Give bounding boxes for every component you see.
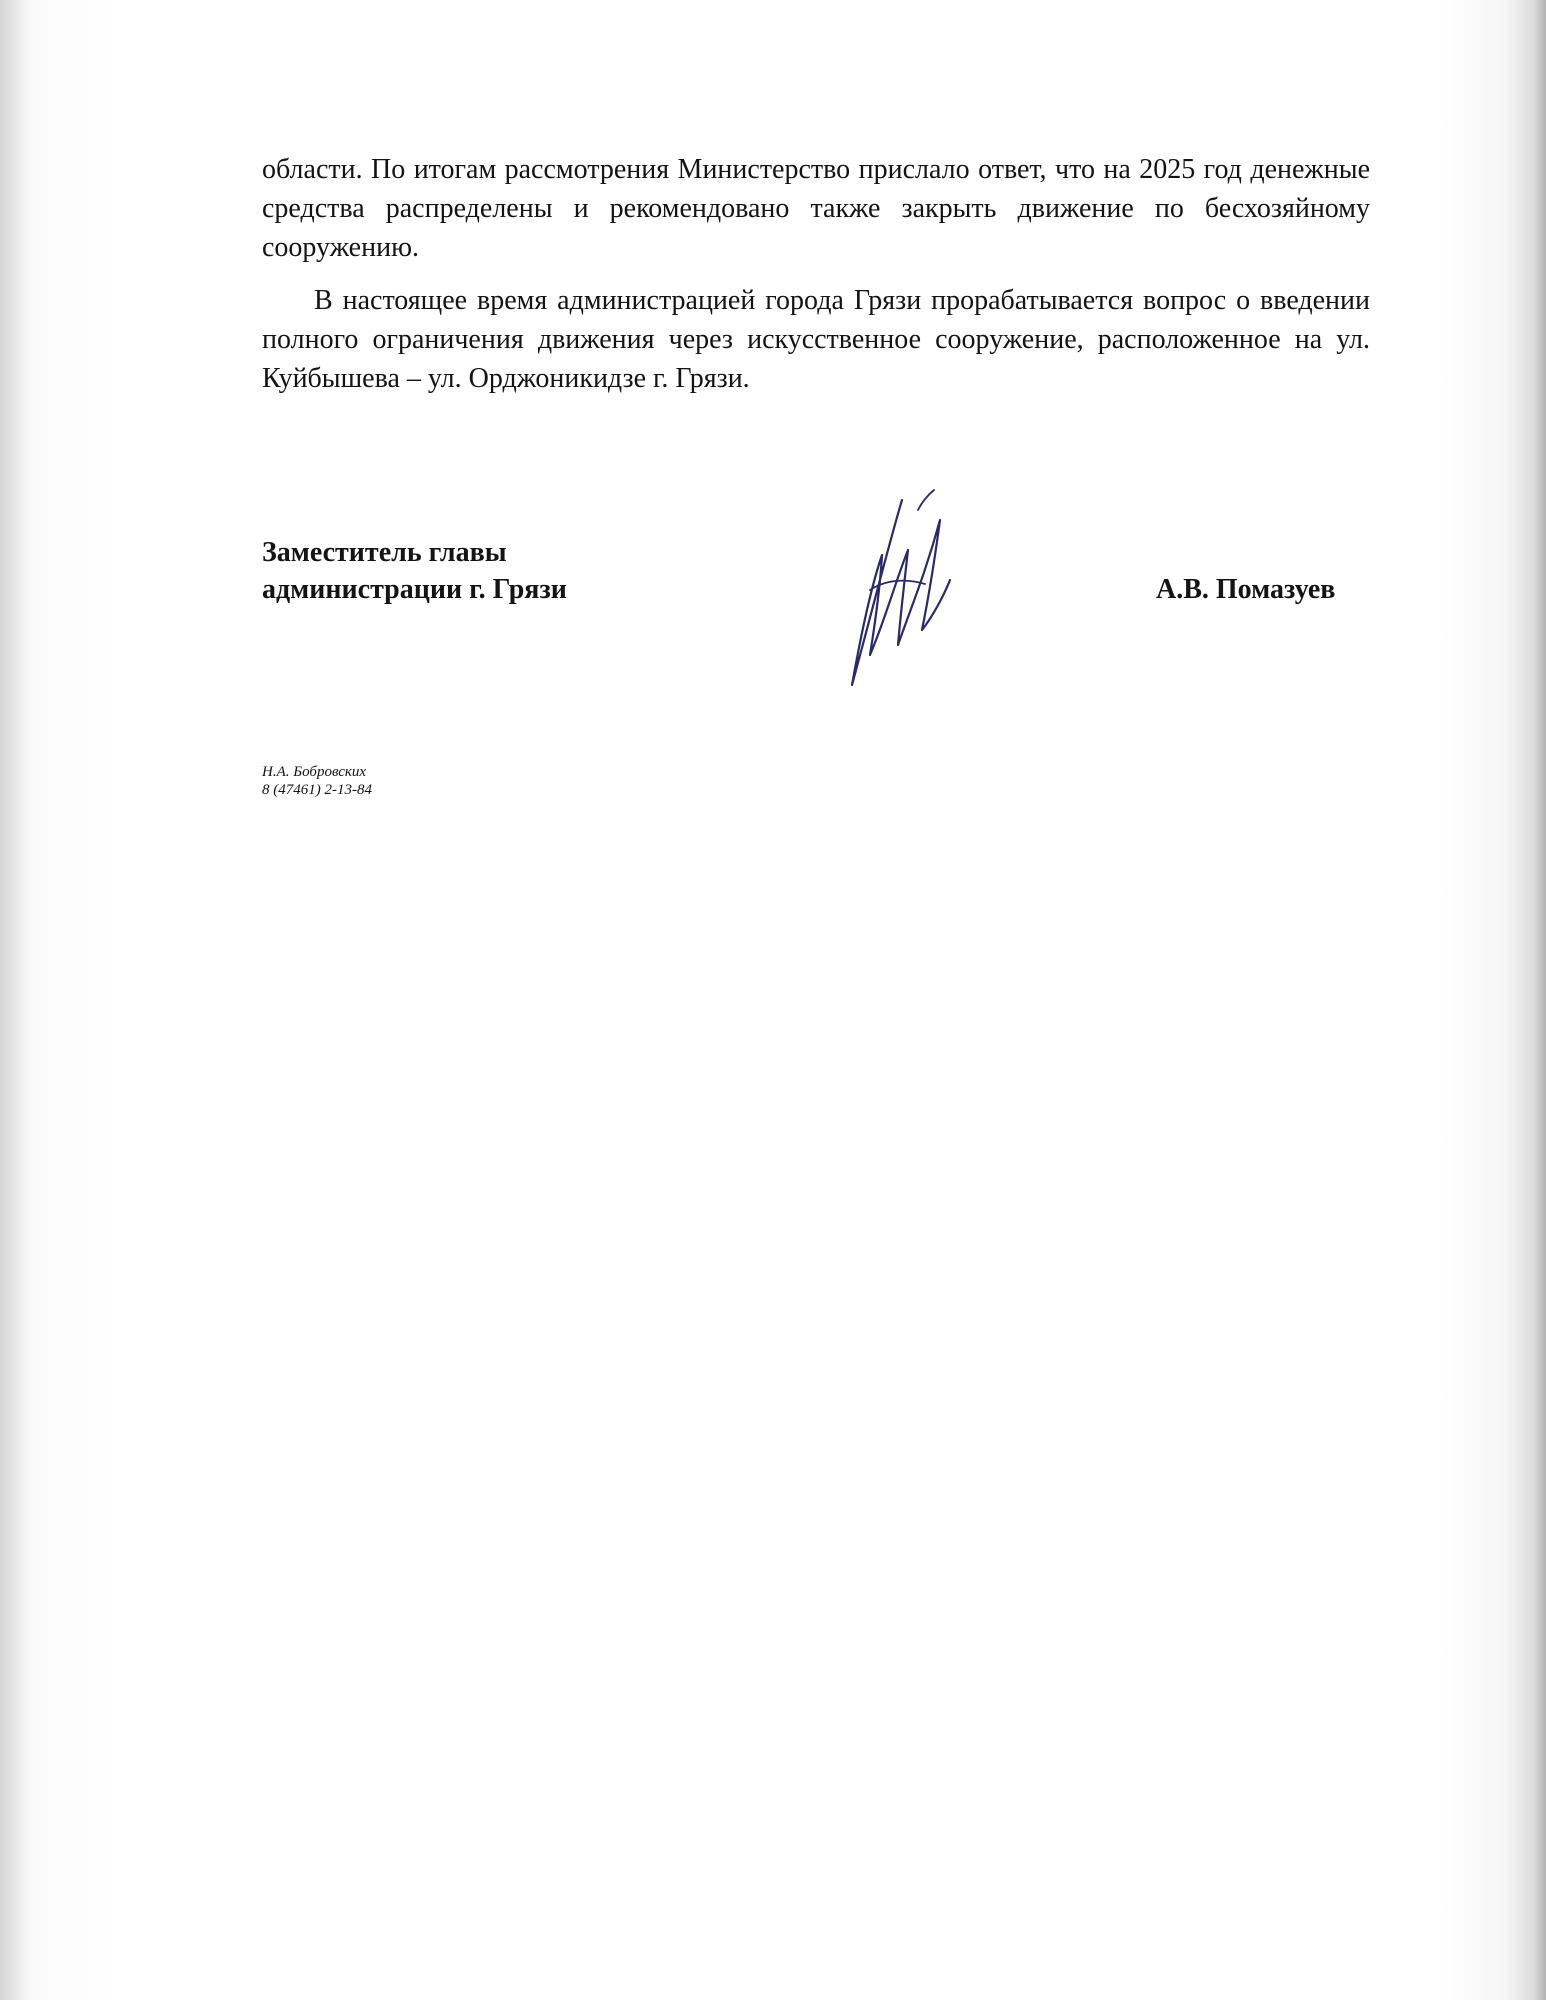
page-left-shadow xyxy=(0,0,30,2000)
signature-position-line-2: администрации г. Грязи xyxy=(262,574,567,605)
body-paragraph-1: области. По итогам рассмотрения Министерство прислало ответ, что на 2025 год денежные средства распределены и рекомендовано также закрыть движение по бесхозяйному сооружению. xyxy=(262,154,1370,263)
executor-name: Н.А. Бобровских xyxy=(262,764,367,780)
page-right-shadow xyxy=(1506,0,1546,2000)
signature-name: А.В. Помазуев xyxy=(1156,574,1336,605)
handwritten-signature xyxy=(830,480,960,710)
signature-position xyxy=(262,534,567,608)
signature-position-line-1: Заместитель главы xyxy=(262,537,507,568)
executor-phone: 8 (47461) 2-13-84 xyxy=(262,782,372,798)
body-paragraph-2: В настоящее время администрацией города Грязи прорабатывается вопрос о введении полного ограничения движения через искусственное сооружение, расположенное на ул. Куйбышева – ул. Орджоникидзе г. Грязи. xyxy=(262,285,1370,394)
executor-info xyxy=(262,763,372,799)
